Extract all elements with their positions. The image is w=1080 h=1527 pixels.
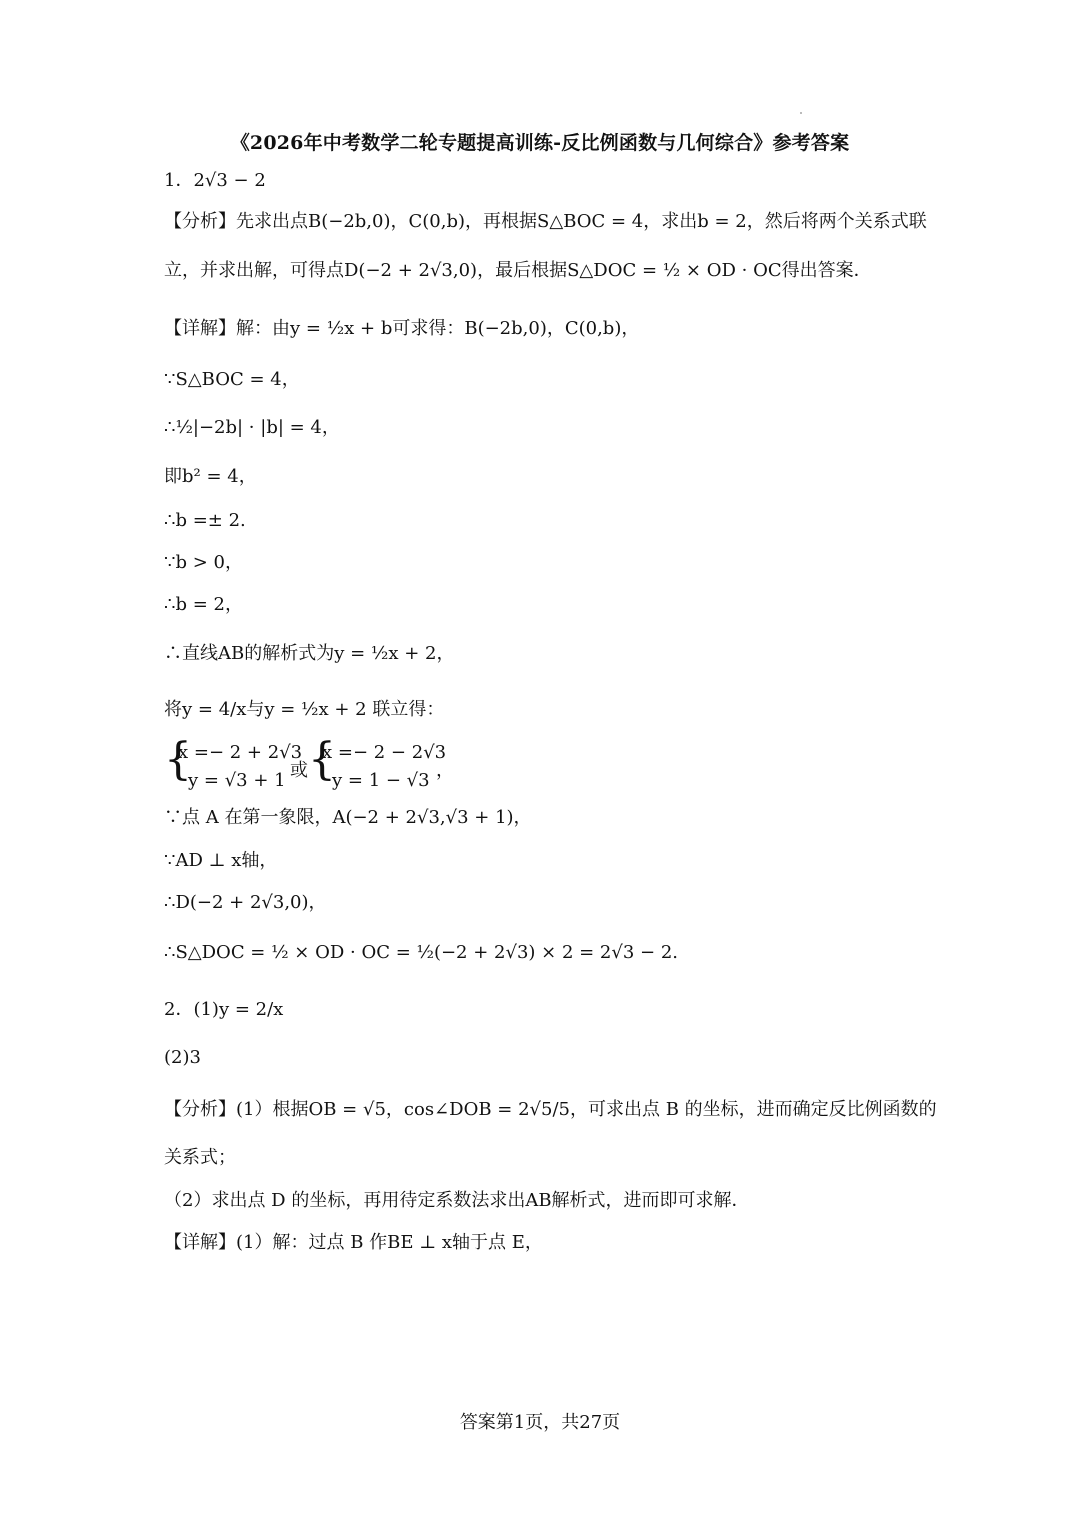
sys-or: 或 <box>290 760 308 781</box>
page-footer: 答案第1页，共27页 <box>459 1412 621 1433</box>
step-combine: 将y = 4/x与y = ½x + 2 联立得： <box>164 699 445 720</box>
equation-system <box>164 734 484 798</box>
left-brace-1: { <box>164 734 192 785</box>
analysis-1-line2: 立，并求出解，可得点D(−2 + 2√3,0)，最后根据S△DOC = ½ × OD · OC得出答案． <box>164 260 872 281</box>
analysis-2-line1: 【分析】(1）根据OB = √5，cos∠DOB = 2√5/5，可求出点 B 的坐标，进而确定反比例函数的 <box>164 1099 937 1120</box>
detail-1-start: 【详解】解：由y = ½x + b可求得：B(−2b,0)，C(0,b)， <box>164 318 640 339</box>
sys-end: ， <box>436 760 454 781</box>
analysis-2-line2: 关系式； <box>164 1147 236 1168</box>
sys2-bottom: y = 1 − √3 <box>332 770 430 791</box>
step-perpendicular: ∵AD ⊥ x轴， <box>164 850 278 871</box>
step-area: ∵S△BOC = 4， <box>164 369 300 390</box>
step-pm: ∴b =± 2. <box>164 510 246 531</box>
step-positive: ∵b > 0， <box>164 552 243 573</box>
document-title: 《2026年中考数学二轮专题提高训练-反比例函数与几何综合》参考答案 <box>230 132 850 154</box>
sys2-top: x =− 2 − 2√3 <box>322 742 447 763</box>
answer-2-2: (2)3 <box>164 1047 201 1068</box>
step-abs: ∴½|−2b| · |b| = 4， <box>164 417 340 438</box>
step-line-ab: ∴直线AB的解析式为y = ½x + 2， <box>164 643 455 664</box>
step-result: ∴S△DOC = ½ × OD · OC = ½(−2 + 2√3) × 2 = 2√3 − 2. <box>164 942 678 963</box>
scan-speck <box>800 112 802 114</box>
left-brace-2: { <box>308 734 336 785</box>
step-b-value: ∴b = 2， <box>164 594 243 615</box>
sys1-top: x =− 2 + 2√3 <box>178 742 303 763</box>
answer-2-1: 2．(1)y = 2/x <box>164 999 284 1020</box>
step-point-d: ∴D(−2 + 2√3,0)， <box>164 892 327 913</box>
step-point-a: ∵点 A 在第一象限，A(−2 + 2√3,√3 + 1)， <box>164 807 532 828</box>
analysis-2-line3: （2）求出点 D 的坐标，再用待定系数法求出AB解析式，进而即可求解． <box>164 1190 750 1211</box>
detail-2-start: 【详解】(1）解：过点 B 作BE ⊥ x轴于点 E， <box>164 1232 543 1253</box>
answer-1: 1．2√3 − 2 <box>164 170 266 191</box>
analysis-1-line1: 【分析】先求出点B(−2b,0)，C(0,b)，再根据S△BOC = 4，求出b = 2，然后将两个关系式联 <box>164 211 927 232</box>
sys1-bottom: y = √3 + 1 <box>188 770 286 791</box>
step-square: 即b² = 4， <box>164 466 257 487</box>
